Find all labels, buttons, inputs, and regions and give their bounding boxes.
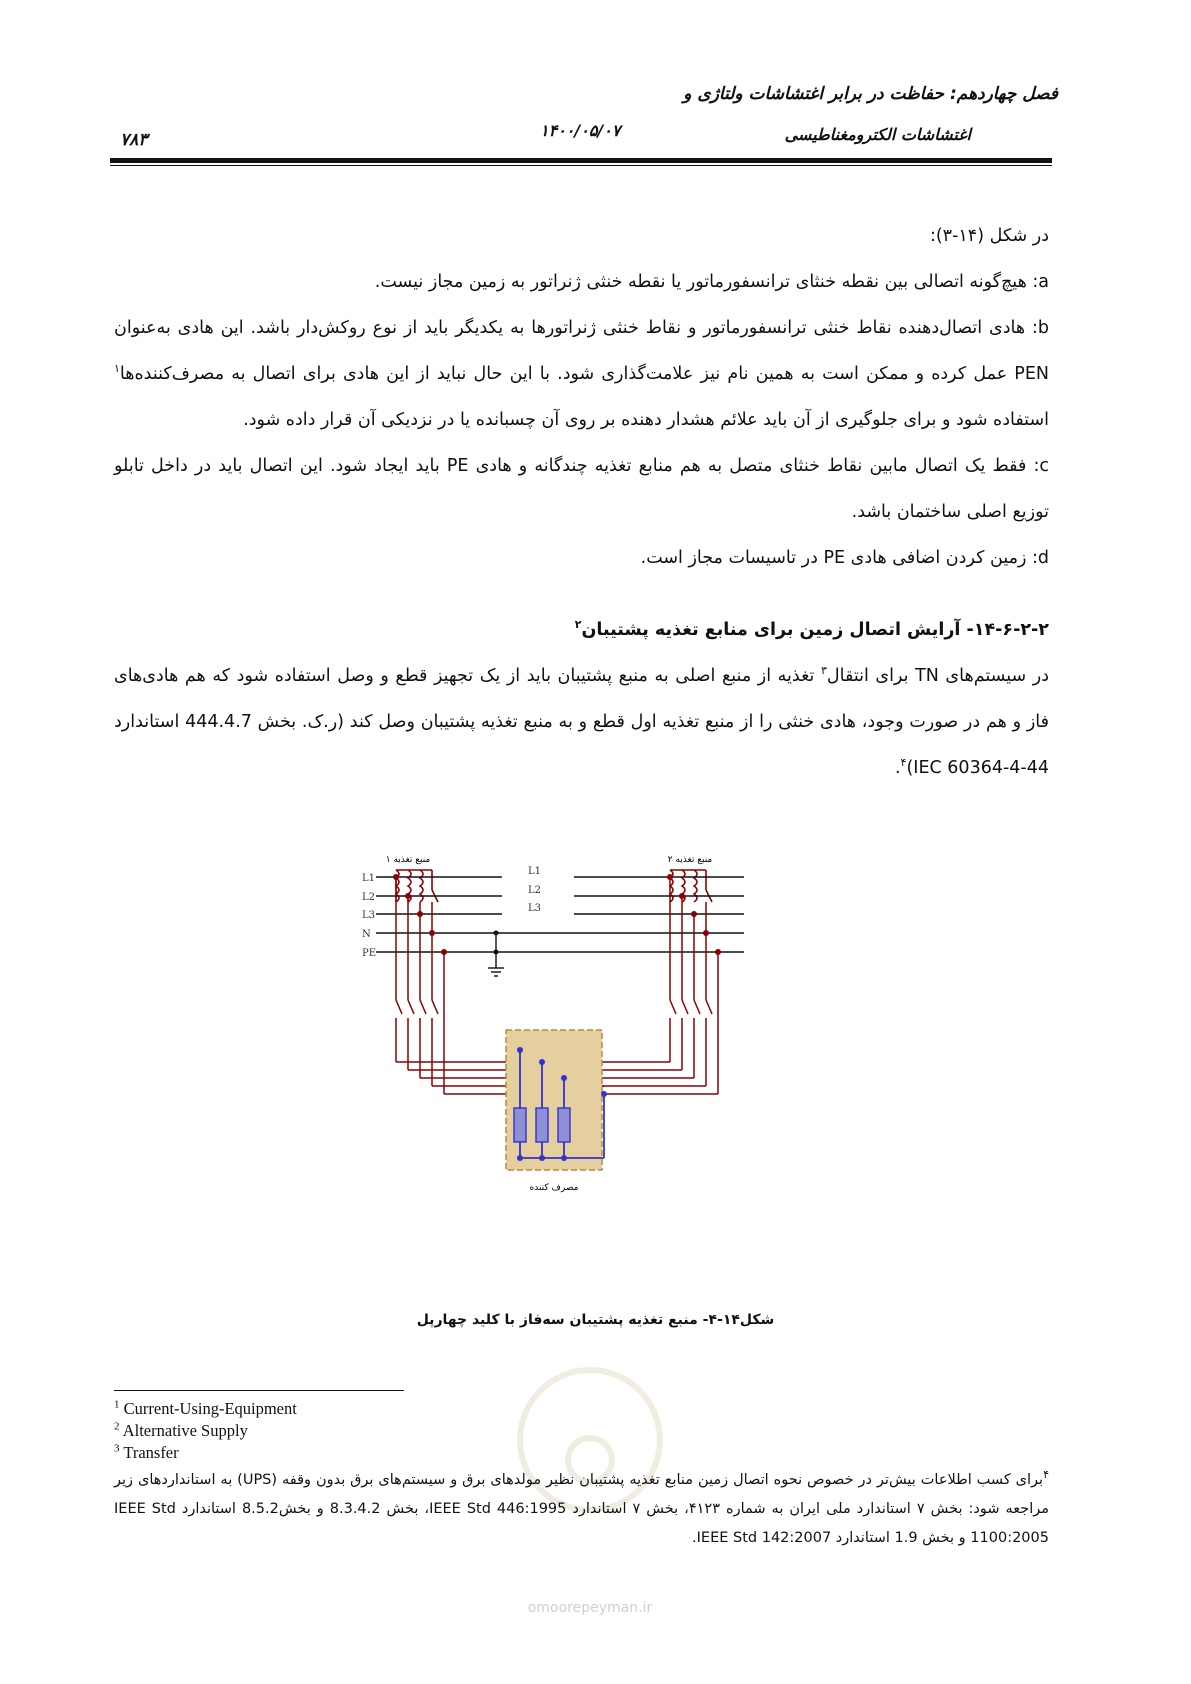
figure-caption: شکل۱۴-۴- منبع تغذیه پشتیبان سه‌فاز با کلید چهارپل	[416, 1312, 775, 1328]
para-text: در سیستم‌های TN برای انتقال	[826, 666, 1049, 686]
load-label: مصرف کننده	[529, 1183, 579, 1193]
footnote-1	[114, 1398, 297, 1420]
item-c	[114, 443, 1049, 535]
load-resistors	[514, 1108, 570, 1142]
backup-supply-diagram	[360, 850, 800, 1280]
footnote-ref: ۱	[114, 362, 120, 376]
footnote-num: 2	[114, 1420, 120, 1433]
source2-label: منبع تغذیه ۲	[667, 855, 713, 865]
para-text: تغذیه از منبع اصلی به منبع پشتیبان باید از یک تجهیز قطع و وصل استفاده شود که هم هادی‌های فاز و هم در صورت وجود، هادی خنثی را از منبع تغذیه اول قطع و به منبع تغذیه پشتیبان وصل کند (ر.ک. بخش 444.4.7 استاندارد IEC 60364-4-44)	[114, 666, 1049, 778]
item-letter: d	[1037, 548, 1049, 568]
footnote-text: برای کسب اطلاعات بیش‌تر در خصوص نحوه اتصال زمین منابع تغذیه پشتیبان نظیر مولدهای برق و سیستم‌های برق بدون وقفه (UPS) به استانداردهای زیر مراجعه شود: بخش ۷ استاندارد ملی ایران به شماره ۴۱۲۳، بخش ۷ استاندارد IEEE Std 446:1995، بخش 8.3.4.2 و بخش8.5.2 استاندارد IEEE Std 1100:2005 و بخش 1.9 استاندارد IEEE Std 142:2007.	[114, 1472, 1050, 1546]
bus-label-l1: L1	[362, 873, 376, 884]
item-letter: a	[1038, 272, 1049, 292]
item-letter: c	[1039, 456, 1049, 476]
footnote-text: Transfer	[123, 1443, 179, 1462]
item-text: : زمین کردن اضافی هادی PE در تاسیسات مجاز است.	[640, 548, 1038, 568]
footnote-text: Current-Using-Equipment	[123, 1399, 297, 1418]
footnote-ref: ۲	[574, 618, 582, 632]
header-date: ۱۴۰۰/۰۵/۰۷	[540, 121, 621, 140]
footnote-num: 1	[114, 1398, 120, 1411]
mid-label-l2: L2	[528, 885, 542, 896]
body-text	[114, 213, 1049, 791]
bus-label-l3: L3	[362, 910, 376, 921]
mid-label-l1: L1	[528, 866, 542, 877]
item-a	[114, 259, 1049, 305]
bus-label-l2: L2	[362, 892, 376, 903]
footnote-text: Alternative Supply	[122, 1421, 248, 1440]
footnote-3	[114, 1442, 297, 1464]
right-busbars	[574, 877, 744, 914]
source1-windings	[396, 870, 438, 902]
footnote-2	[114, 1420, 297, 1442]
mid-label-l3: L3	[528, 903, 542, 914]
watermark-url: omoorepeyman.ir	[527, 1600, 653, 1616]
chapter-title-line1: فصل چهاردهم: حفاظت در برابر اغتشاشات ولتاژی و	[683, 84, 1058, 104]
page-number: ۷۸۳	[120, 130, 148, 150]
footnote-4	[114, 1466, 1049, 1553]
item-d	[114, 535, 1049, 581]
item-text: : هادی اتصال‌دهنده نقاط خنثی ترانسفورماتور و نقاط خنثی ژنراتورها به یکدیگر باید از نوع روکش‌دار باشد. این هادی به‌عنوان PEN عمل کرده و ممکن است به همین نام نیز علامت‌گذاری شود. با این حال نباید از این هادی برای اتصال به مصرف‌کننده‌ها	[114, 318, 1049, 384]
footnote-ref: ۳	[821, 664, 827, 678]
footnote-ref: ۴	[900, 756, 907, 770]
source2-windings	[670, 870, 712, 902]
chapter-title-line2: اغتشاشات الکترومغناطیسی	[784, 125, 971, 144]
header-rule-thin	[110, 165, 1052, 166]
section-title: ۱۴-۶-۲-۲- آرایش اتصال زمین برای منابع تغذیه پشتیبان	[581, 620, 1049, 640]
section-paragraph	[114, 653, 1049, 791]
footnote-num: ۴	[1043, 1468, 1049, 1482]
source1-label: منبع تغذیه ۱	[385, 855, 431, 865]
item-text: : هیچ‌گونه اتصالی بین نقطه خنثای ترانسفورماتور یا نقطه خنثی ژنراتور به زمین مجاز نیست.	[374, 272, 1039, 292]
bus-label-pe: PE	[362, 948, 377, 959]
item-letter: b	[1037, 318, 1049, 338]
para-end: .	[894, 758, 901, 778]
item-b	[114, 305, 1049, 443]
item-text: : فقط یک اتصال مابین نقاط خنثای متصل به هم منابع تغذیه چندگانه و هادی PE باید ایجاد شود. این اتصال باید در داخل تابلو توزیع اصلی ساختمان باشد.	[114, 456, 1049, 522]
footnote-num: 3	[114, 1442, 120, 1455]
header-rule	[110, 158, 1052, 163]
right-feeders	[600, 877, 718, 1094]
item-text-tail: استفاده شود و برای جلوگیری از آن باید علائم هشدار دهنده بر روی آن چسبانده یا در نزدیکی آن قرار داده شود.	[243, 410, 1049, 430]
footnotes-en	[114, 1398, 297, 1464]
section-heading	[114, 607, 1049, 653]
intro-line: در شکل (۱۴-۳):	[929, 226, 1049, 246]
footnote-rule	[114, 1390, 404, 1391]
bus-label-n: N	[362, 929, 371, 940]
